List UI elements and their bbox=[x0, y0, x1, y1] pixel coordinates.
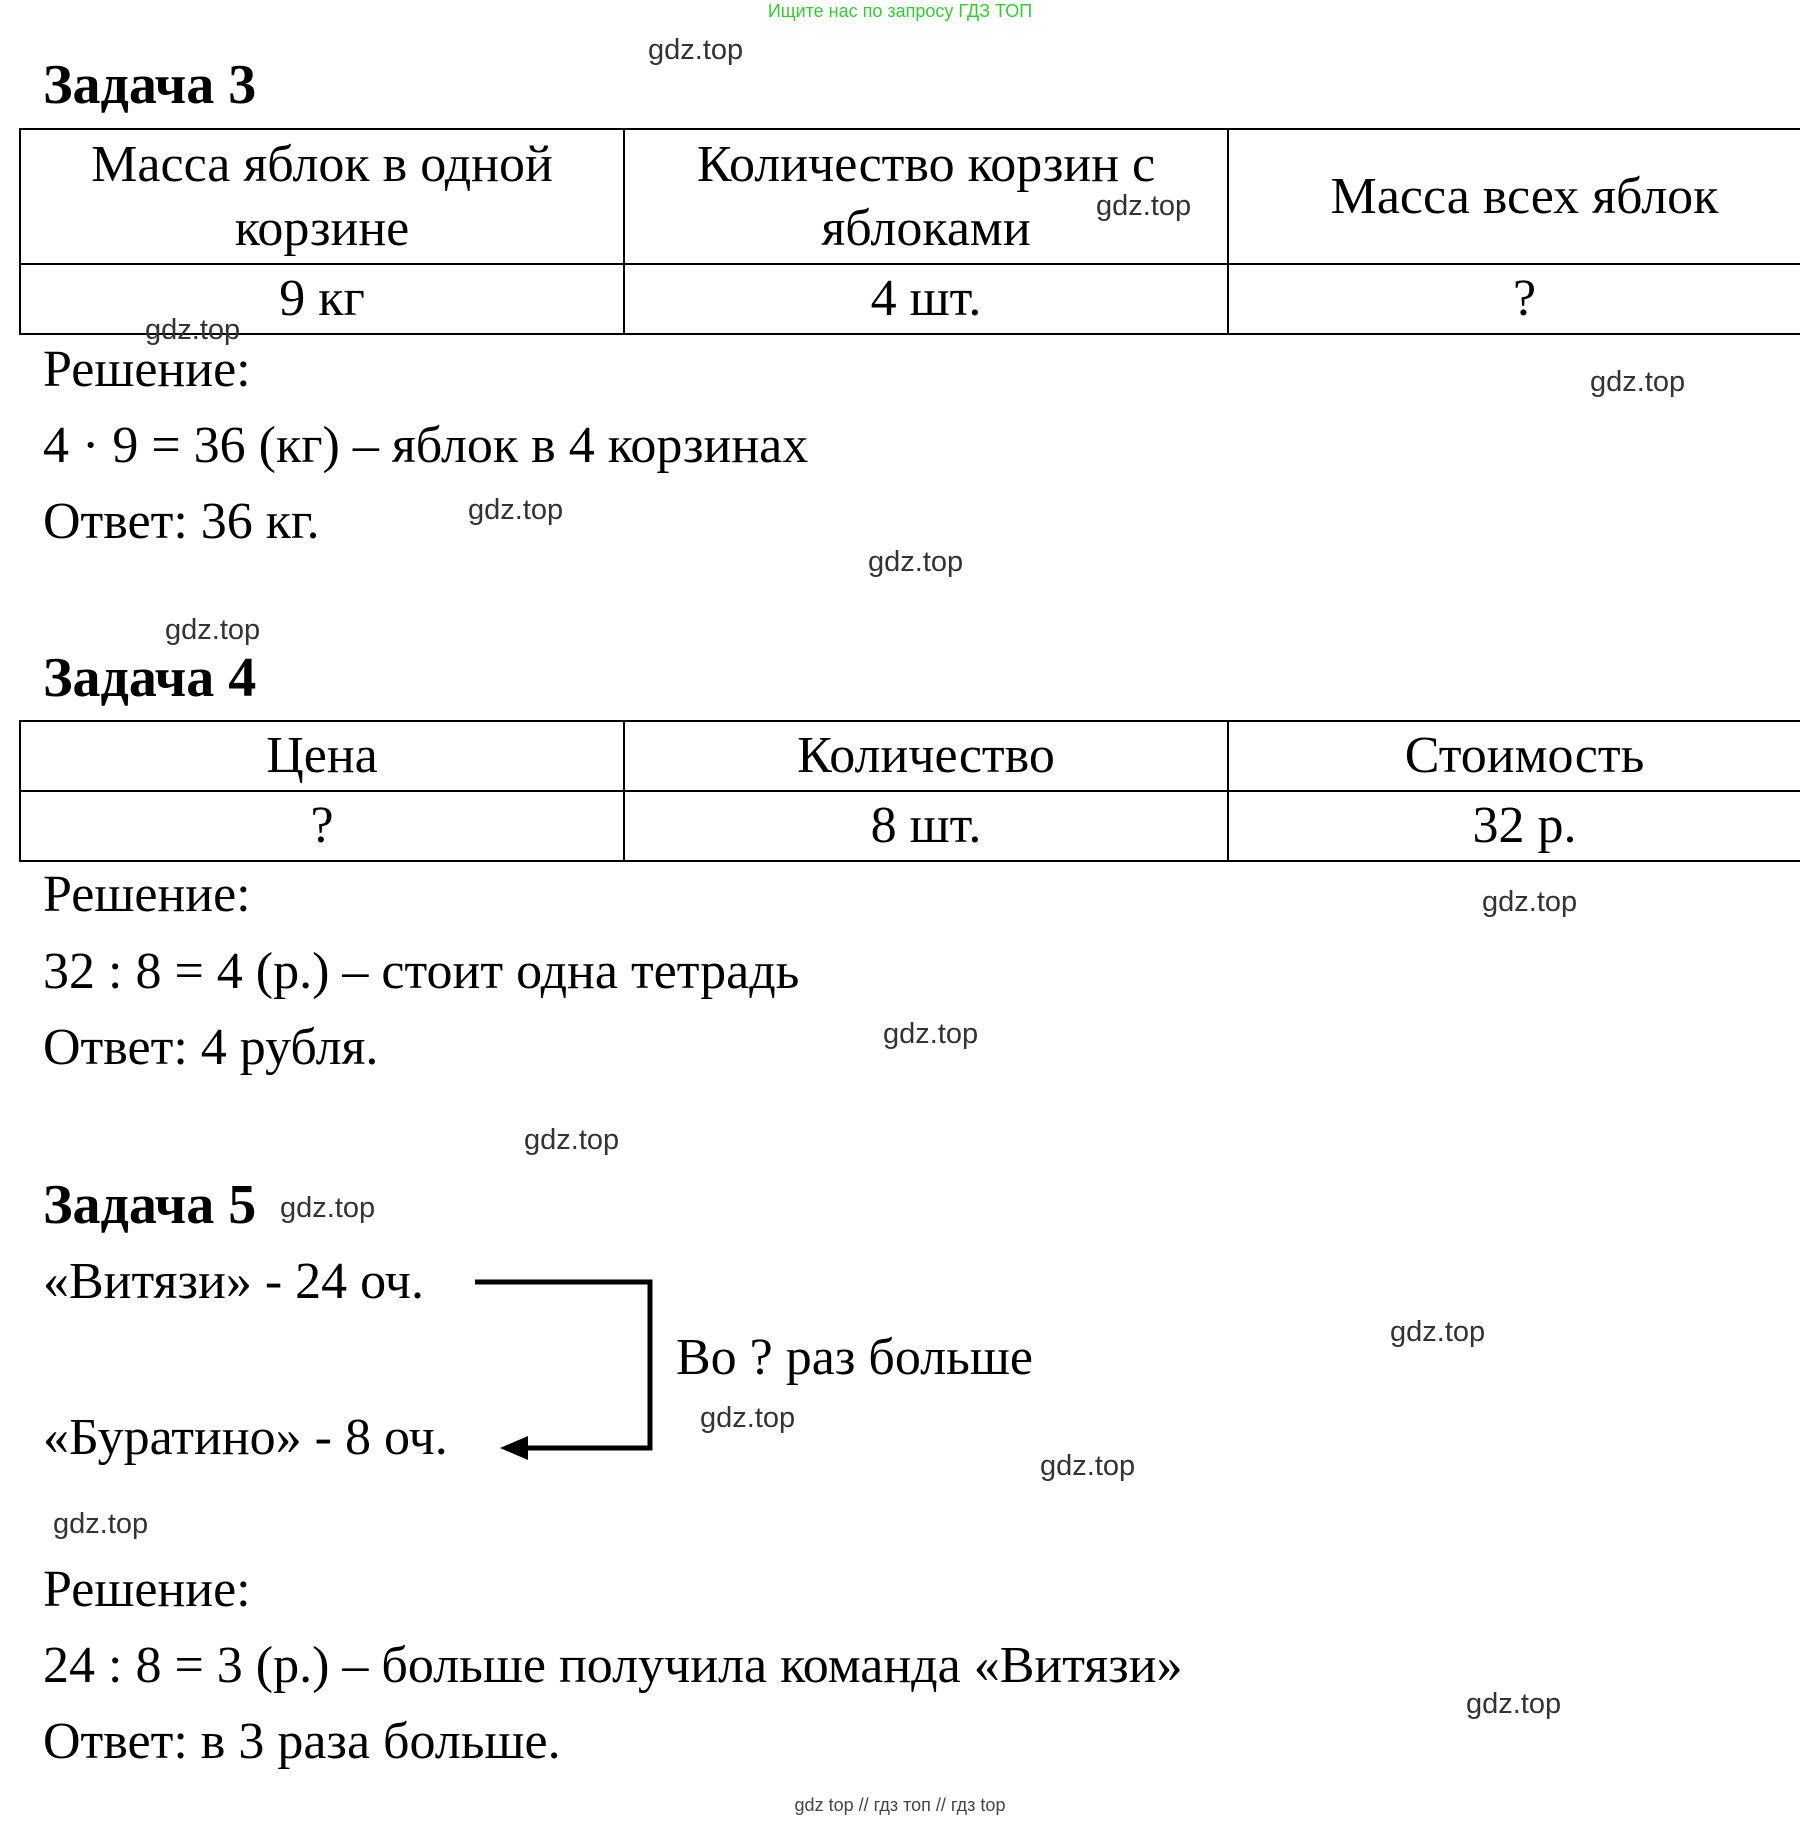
top-banner: Ищите нас по запросу ГДЗ ТОП bbox=[767, 1, 1033, 21]
team-buratino: «Буратино» - 8 оч. bbox=[43, 1409, 448, 1466]
table-header-cell: Масса яблок в одной корзине bbox=[20, 129, 624, 264]
comparison-label: Во ? раз больше bbox=[676, 1329, 1033, 1386]
watermark: gdz.top bbox=[700, 1402, 796, 1434]
watermark: gdz.top bbox=[53, 1508, 149, 1540]
watermark: gdz.top bbox=[280, 1192, 376, 1224]
task4-solution-label: Решение: bbox=[43, 866, 251, 923]
table-header-cell: Масса всех яблок bbox=[1228, 129, 1800, 264]
table-header-cell: Количество bbox=[624, 721, 1228, 791]
watermark: gdz.top bbox=[868, 546, 964, 578]
table-cell: 4 шт. bbox=[624, 264, 1228, 334]
task3-answer: Ответ: 36 кг. bbox=[43, 493, 320, 550]
task4-solution-step: 32 : 8 = 4 (р.) – стоит одна тетрадь bbox=[43, 943, 800, 1000]
table-row bbox=[20, 264, 1800, 334]
task4-answer: Ответ: 4 рубля. bbox=[43, 1019, 379, 1076]
task3-table bbox=[19, 128, 1800, 335]
watermark: gdz.top bbox=[165, 614, 261, 646]
table-cell: 8 шт. bbox=[624, 791, 1228, 861]
table-header-cell: Стоимость bbox=[1228, 721, 1800, 791]
table-cell: 32 р. bbox=[1228, 791, 1800, 861]
task3-solution-label: Решение: bbox=[43, 341, 251, 398]
watermark: gdz.top bbox=[1096, 190, 1192, 222]
watermark: gdz.top bbox=[648, 34, 744, 66]
team-vityazi: «Витязи» - 24 оч. bbox=[43, 1253, 424, 1310]
task5-answer: Ответ: в 3 раза больше. bbox=[43, 1713, 561, 1770]
watermark: gdz.top bbox=[1590, 366, 1686, 398]
watermark: gdz.top bbox=[883, 1018, 979, 1050]
table-header-row bbox=[20, 721, 1800, 791]
comparison-arrow bbox=[470, 1270, 670, 1460]
task5-title: Задача 5 bbox=[43, 1174, 257, 1236]
task4-table bbox=[19, 720, 1800, 862]
watermark: gdz.top bbox=[468, 494, 564, 526]
watermark: gdz.top bbox=[524, 1124, 620, 1156]
task4-title: Задача 4 bbox=[43, 647, 257, 709]
table-cell: ? bbox=[1228, 264, 1800, 334]
watermark: gdz.top bbox=[145, 314, 241, 346]
table-cell: ? bbox=[20, 791, 624, 861]
task5-solution-step: 24 : 8 = 3 (р.) – больше получила команда «Витязи» bbox=[43, 1637, 1183, 1694]
watermark: gdz.top bbox=[1466, 1688, 1562, 1720]
footer-watermark: gdz top // гдз топ // гдз top bbox=[794, 1795, 1006, 1815]
watermark: gdz.top bbox=[1390, 1316, 1486, 1348]
table-header-cell: Цена bbox=[20, 721, 624, 791]
task3-title: Задача 3 bbox=[43, 54, 257, 116]
table-row bbox=[20, 791, 1800, 861]
watermark: gdz.top bbox=[1040, 1450, 1136, 1482]
table-header-row bbox=[20, 129, 1800, 264]
task5-solution-label: Решение: bbox=[43, 1561, 251, 1618]
table-cell: 9 кг bbox=[20, 264, 624, 334]
task3-solution-step: 4 · 9 = 36 (кг) – яблок в 4 корзинах bbox=[43, 417, 809, 474]
watermark: gdz.top bbox=[1482, 886, 1578, 918]
table-header-cell: Количество корзин с яблоками bbox=[624, 129, 1228, 264]
